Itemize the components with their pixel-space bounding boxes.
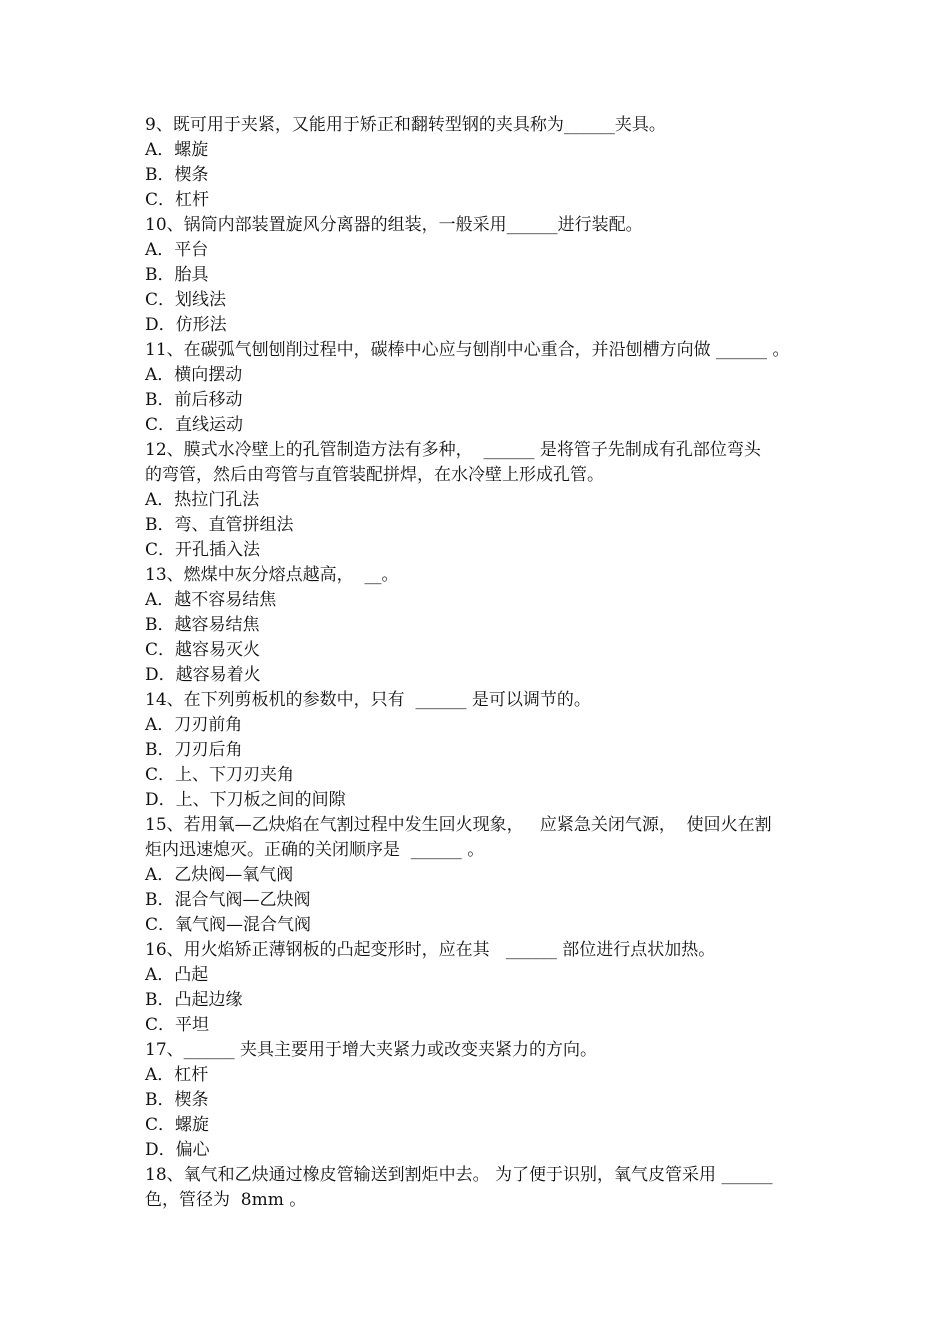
answer-option: B．胎具 — [145, 265, 209, 285]
answer-option: D．偏心 — [145, 1140, 210, 1160]
question-text: 11、在碳弧气刨刨削过程中，碳棒中心应与刨削中心重合，并沿刨槽方向做 ______ 。 — [145, 340, 790, 360]
answer-option: D．上、下刀板之间的间隙 — [145, 790, 346, 810]
answer-option: A．热拉门孔法 — [145, 490, 260, 510]
question-text-continued: 色，管径为 8mm 。 — [145, 1190, 307, 1210]
answer-option: C．划线法 — [145, 290, 227, 310]
answer-option: C．螺旋 — [145, 1115, 210, 1135]
answer-option: C．越容易灭火 — [145, 640, 261, 660]
question-text: 9、既可用于夹紧，又能用于矫正和翻转型钢的夹具称为______夹具。 — [145, 115, 666, 135]
answer-option: C．杠杆 — [145, 190, 210, 210]
question-text: 13、燃煤中灰分熔点越高， __。 — [145, 565, 399, 585]
question-text: 10、锅筒内部装置旋风分离器的组装，一般采用______进行装配。 — [145, 215, 643, 235]
answer-option: B．越容易结焦 — [145, 615, 260, 635]
question-list — [145, 113, 835, 1213]
answer-option: B．凸起边缘 — [145, 990, 243, 1010]
answer-option: B．混合气阀—乙炔阀 — [145, 890, 311, 910]
question-text-continued: 炬内迅速熄灭。正确的关闭顺序是 ______ 。 — [145, 840, 485, 860]
answer-option: A．杠杆 — [145, 1065, 209, 1085]
question-text: 18、氧气和乙炔通过橡皮管输送到割炬中去。 为了便于识别，氧气皮管采用 ______ — [145, 1165, 773, 1185]
question-text: 17、______ 夹具主要用于增大夹紧力或改变夹紧力的方向。 — [145, 1040, 598, 1060]
answer-option: B．弯、直管拼组法 — [145, 515, 294, 535]
answer-option: A．螺旋 — [145, 140, 209, 160]
answer-option: C．氧气阀—混合气阀 — [145, 915, 312, 935]
answer-option: A．平台 — [145, 240, 209, 260]
answer-option: B．前后移动 — [145, 390, 243, 410]
answer-option: D．越容易着火 — [145, 665, 261, 685]
answer-option: C．开孔插入法 — [145, 540, 261, 560]
answer-option: D．仿形法 — [145, 315, 227, 335]
answer-option: B．楔条 — [145, 165, 209, 185]
answer-option: C．平坦 — [145, 1015, 210, 1035]
answer-option: C．直线运动 — [145, 415, 244, 435]
answer-option: A．越不容易结焦 — [145, 590, 277, 610]
question-text: 15、若用氧—乙炔焰在气割过程中发生回火现象， 应紧急关闭气源， 使回火在割 — [145, 815, 772, 835]
answer-option: B．楔条 — [145, 1090, 209, 1110]
answer-option: A．乙炔阀—氧气阀 — [145, 865, 294, 885]
answer-option: B．刀刃后角 — [145, 740, 243, 760]
question-text: 12、膜式水冷壁上的孔管制造方法有多种， ______ 是将管子先制成有孔部位弯头 — [145, 440, 761, 460]
answer-option: A．凸起 — [145, 965, 209, 985]
answer-option: A．横向摆动 — [145, 365, 243, 385]
answer-option: A．刀刃前角 — [145, 715, 243, 735]
question-text: 16、用火焰矫正薄钢板的凸起变形时，应在其 ______ 部位进行点状加热。 — [145, 940, 716, 960]
question-text-continued: 的弯管，然后由弯管与直管装配拼焊，在水冷壁上形成孔管。 — [145, 465, 604, 485]
question-text: 14、在下列剪板机的参数中，只有 ______ 是可以调节的。 — [145, 690, 591, 710]
answer-option: C．上、下刀刃夹角 — [145, 765, 295, 785]
